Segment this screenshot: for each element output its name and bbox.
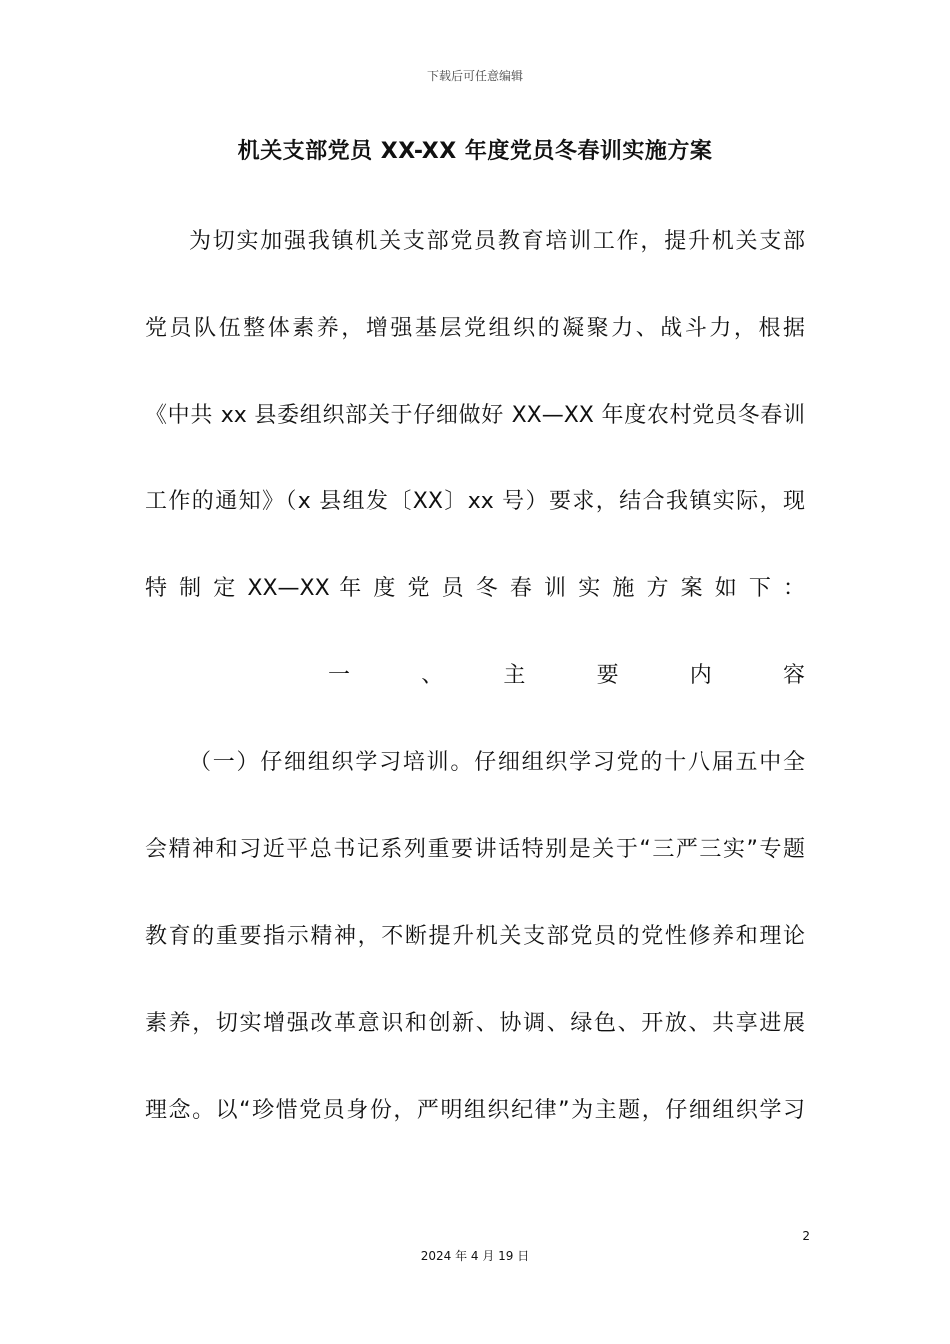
footer-date: 2024 年 4 月 19 日 bbox=[420, 1249, 530, 1263]
body-line: 理念。以“珍惜党员身份，严明组织纪律”为主题，仔细组织学习 bbox=[145, 1098, 805, 1123]
document-title: 机关支部党员 XX-XX 年度党员冬春训实施方案 bbox=[237, 139, 713, 164]
body-line: 《中共 xx 县委组织部关于仔细做好 XX—XX 年度农村党员冬春训 bbox=[145, 403, 805, 428]
body-line: 特 制 定 XX—XX 年 度 党 员 冬 春 训 实 施 方 案 如 下 ： bbox=[145, 576, 805, 601]
body-line: 工作的通知》（x 县组发〔XX〕xx 号）要求，结合我镇实际，现 bbox=[145, 489, 805, 514]
body-line: 为切实加强我镇机关支部党员教育培训工作，提升机关支部 bbox=[189, 229, 805, 254]
header-note: 下载后可任意编辑 bbox=[426, 69, 523, 83]
body-line: 会精神和习近平总书记系列重要讲话特别是关于“三严三实”专题 bbox=[145, 837, 805, 862]
body-line: 党员队伍整体素养，增强基层党组织的凝聚力、战斗力，根据 bbox=[145, 316, 805, 341]
body-line: 教育的重要指示精神，不断提升机关支部党员的党性修养和理论 bbox=[145, 924, 805, 949]
body-line: 素养，切实增强改革意识和创新、协调、绿色、开放、共享进展 bbox=[145, 1011, 805, 1036]
page-number: 2 bbox=[802, 1229, 810, 1243]
section-heading: 一 、 主 要 内 容 bbox=[328, 663, 805, 688]
body-line: （一）仔细组织学习培训。仔细组织学习党的十八届五中全 bbox=[189, 750, 805, 775]
